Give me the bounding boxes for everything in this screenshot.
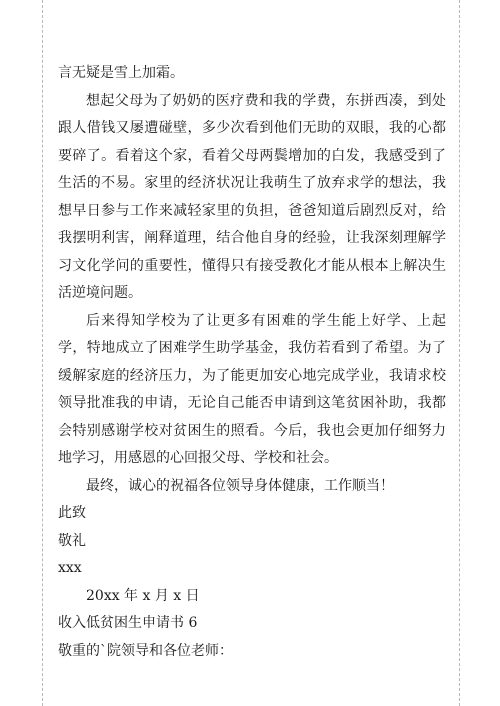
closing-cizhi: 此致: [58, 505, 86, 521]
paragraph-closing-wishes: 最终，诚心的祝福各位领导身体健康，工作顺当！: [86, 477, 394, 494]
document-body: [58, 60, 446, 665]
signature: xxx: [58, 560, 82, 576]
closing-jingli: 敬礼: [58, 532, 86, 549]
next-letter-salutation: 敬重的`院领导和各位老师：: [58, 642, 233, 659]
paragraph-school-fund: 后来得知学校为了让更多有困难的学生能上好学、上起学，特地成立了困难学生助学基金，我仿若看到了希望。为了缓解家庭的经济压力，为了能更加安心地完成学业，我请求校领导批准我的申请，无论自己能否申请到这笔贫困补助，我都会特别感谢学校对贫困生的照看。今后，我也会更加仔细努力地学习，用感恩的心回报父母、学校和社会。: [58, 312, 446, 466]
next-letter-title: 收入低贫困生申请书 6: [58, 615, 198, 631]
date-line: 20xx 年 x 月 x 日: [86, 587, 200, 604]
paragraph-continuation: 言无疑是雪上加霜。: [58, 65, 184, 81]
paragraph-parents-hardship: 想起父母为了奶奶的医疗费和我的学费，东拼西凑，到处跟人借钱又屡遭碰壁，多少次看到他们无助的双眼，我的心都要碎了。看着这个家，看着父母两鬓增加的白发，我感受到了生活的不易。家里的经济状况让我萌生了放弃求学的想法，我想早日参与工作来减轻家里的负担，爸爸知道后剧烈反对，给我摆明利害，阐释道理，结合他自身的经验，让我深刻理解学习文化学问的重要性，懂得只有接受教化才能从根本上解决生活逆境问题。: [58, 92, 446, 301]
